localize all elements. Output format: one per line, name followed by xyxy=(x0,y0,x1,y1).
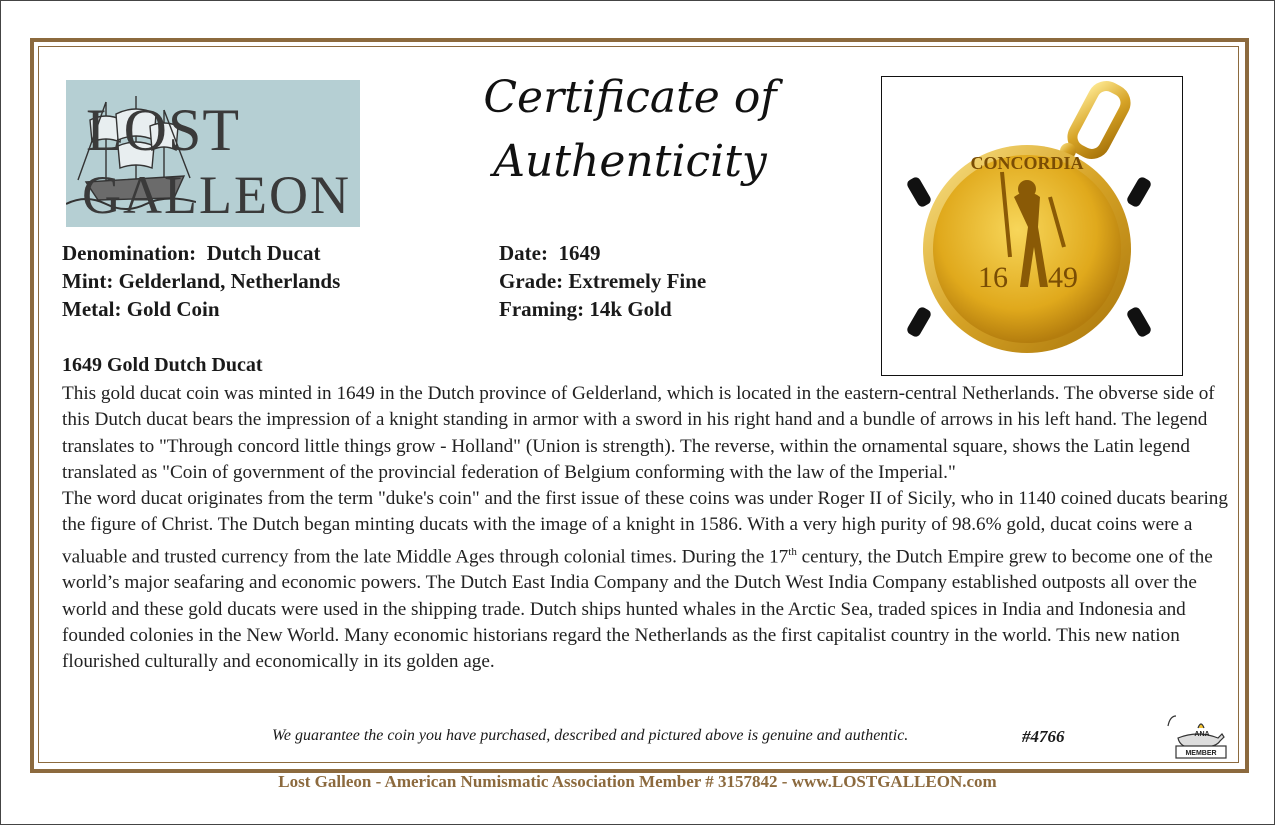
description-body xyxy=(62,381,1230,676)
specs-right xyxy=(499,239,706,323)
logo-word-galleon: GALLEON xyxy=(82,165,351,225)
spec-label: Framing: xyxy=(499,297,585,321)
certificate-title xyxy=(440,66,820,194)
spec-value: Gold Coin xyxy=(126,297,220,321)
guarantee-statement: We guarantee the coin you have purchased, described and pictured above is genuine and authentic. xyxy=(272,727,909,744)
spec-label: Mint: xyxy=(62,269,114,293)
coin-photo xyxy=(881,76,1183,376)
spec-label: Metal: xyxy=(62,297,122,321)
ana-lamp-icon xyxy=(1164,712,1236,762)
description-title: 1649 Gold Dutch Ducat xyxy=(62,354,263,376)
spec-value: 14k Gold xyxy=(589,297,672,321)
ana-text: ANA xyxy=(1194,731,1210,738)
specs-left xyxy=(62,239,340,323)
spec-mint xyxy=(62,267,340,295)
spec-value: Dutch Ducat xyxy=(206,241,321,265)
ana-member-text: MEMBER xyxy=(1185,750,1217,757)
paragraph-2-text-b: century, the Dutch Empire grew to become one of the world’s major seafaring and economic powers. The Dutch East India Company and the Dutch West India Company established outposts all over the world and these gold ducats were used in the shipping trade. Dutch ships hunted whales in the Arctic Sea, traded spices in India and Indonesia and founded colonies in the New World. Many economic historians regard the Netherlands as the first capitalist country in the world. This new nation flourished culturally and economically in its golden age. xyxy=(62,546,1213,673)
gold-coin-pendant-icon xyxy=(882,77,1182,375)
certificate-number: #4766 xyxy=(1022,727,1065,746)
spec-value: Gelderland, Netherlands xyxy=(118,269,341,293)
spec-label: Grade: xyxy=(499,269,564,293)
lost-galleon-logo xyxy=(66,80,360,227)
spec-value: Extremely Fine xyxy=(568,269,707,293)
coin-legend: CONCORDIA xyxy=(970,153,1084,173)
spec-date xyxy=(499,239,706,267)
logo-word-lost: LOST xyxy=(86,97,240,163)
coin-year-left: 16 xyxy=(978,261,1008,294)
title-line-1: Certificate of xyxy=(483,72,777,123)
spec-metal xyxy=(62,295,340,323)
coin-year-right: 49 xyxy=(1048,261,1078,294)
spec-grade xyxy=(499,267,706,295)
footer-contact: Lost Galleon - American Numismatic Association Member # 3157842 - www.LOSTGALLEON.com xyxy=(278,772,997,791)
spec-denomination xyxy=(62,239,340,267)
description-paragraph-1: This gold ducat coin was minted in 1649 in the Dutch province of Gelderland, which is located in the eastern-central Netherlands. The obverse side of this Dutch ducat bears the impression of a knight standing in armor with a sword in his right hand and a bundle of arrows in his left hand. The legend translates to "Through concord little things grow - Holland" (Union is strength). The reverse, within the ornamental square, shows the Latin legend translated as "Coin of government of the provincial federation of Belgium conforming with the law of the Imperial." xyxy=(62,383,1215,483)
superscript-th: th xyxy=(788,545,797,558)
spec-label: Denomination: xyxy=(62,241,197,265)
title-line-2: Authenticity xyxy=(493,136,767,187)
paragraph-2-text-a: The word ducat originates from the term "duke's coin" and the first issue of these coins was under Roger II of Sicily, who in 1140 coined ducats bearing the figure of Christ. The Dutch began minting ducats with the image of a knight in 1586. With a very high purity of 98.6% gold, ducat coins were a valuable and trusted currency from the late Middle Ages through colonial times. During the 17 xyxy=(62,488,1228,568)
spec-label: Date: xyxy=(499,241,548,265)
spec-framing xyxy=(499,295,706,323)
spec-value: 1649 xyxy=(558,241,601,265)
description-paragraph-2 xyxy=(62,486,1230,675)
